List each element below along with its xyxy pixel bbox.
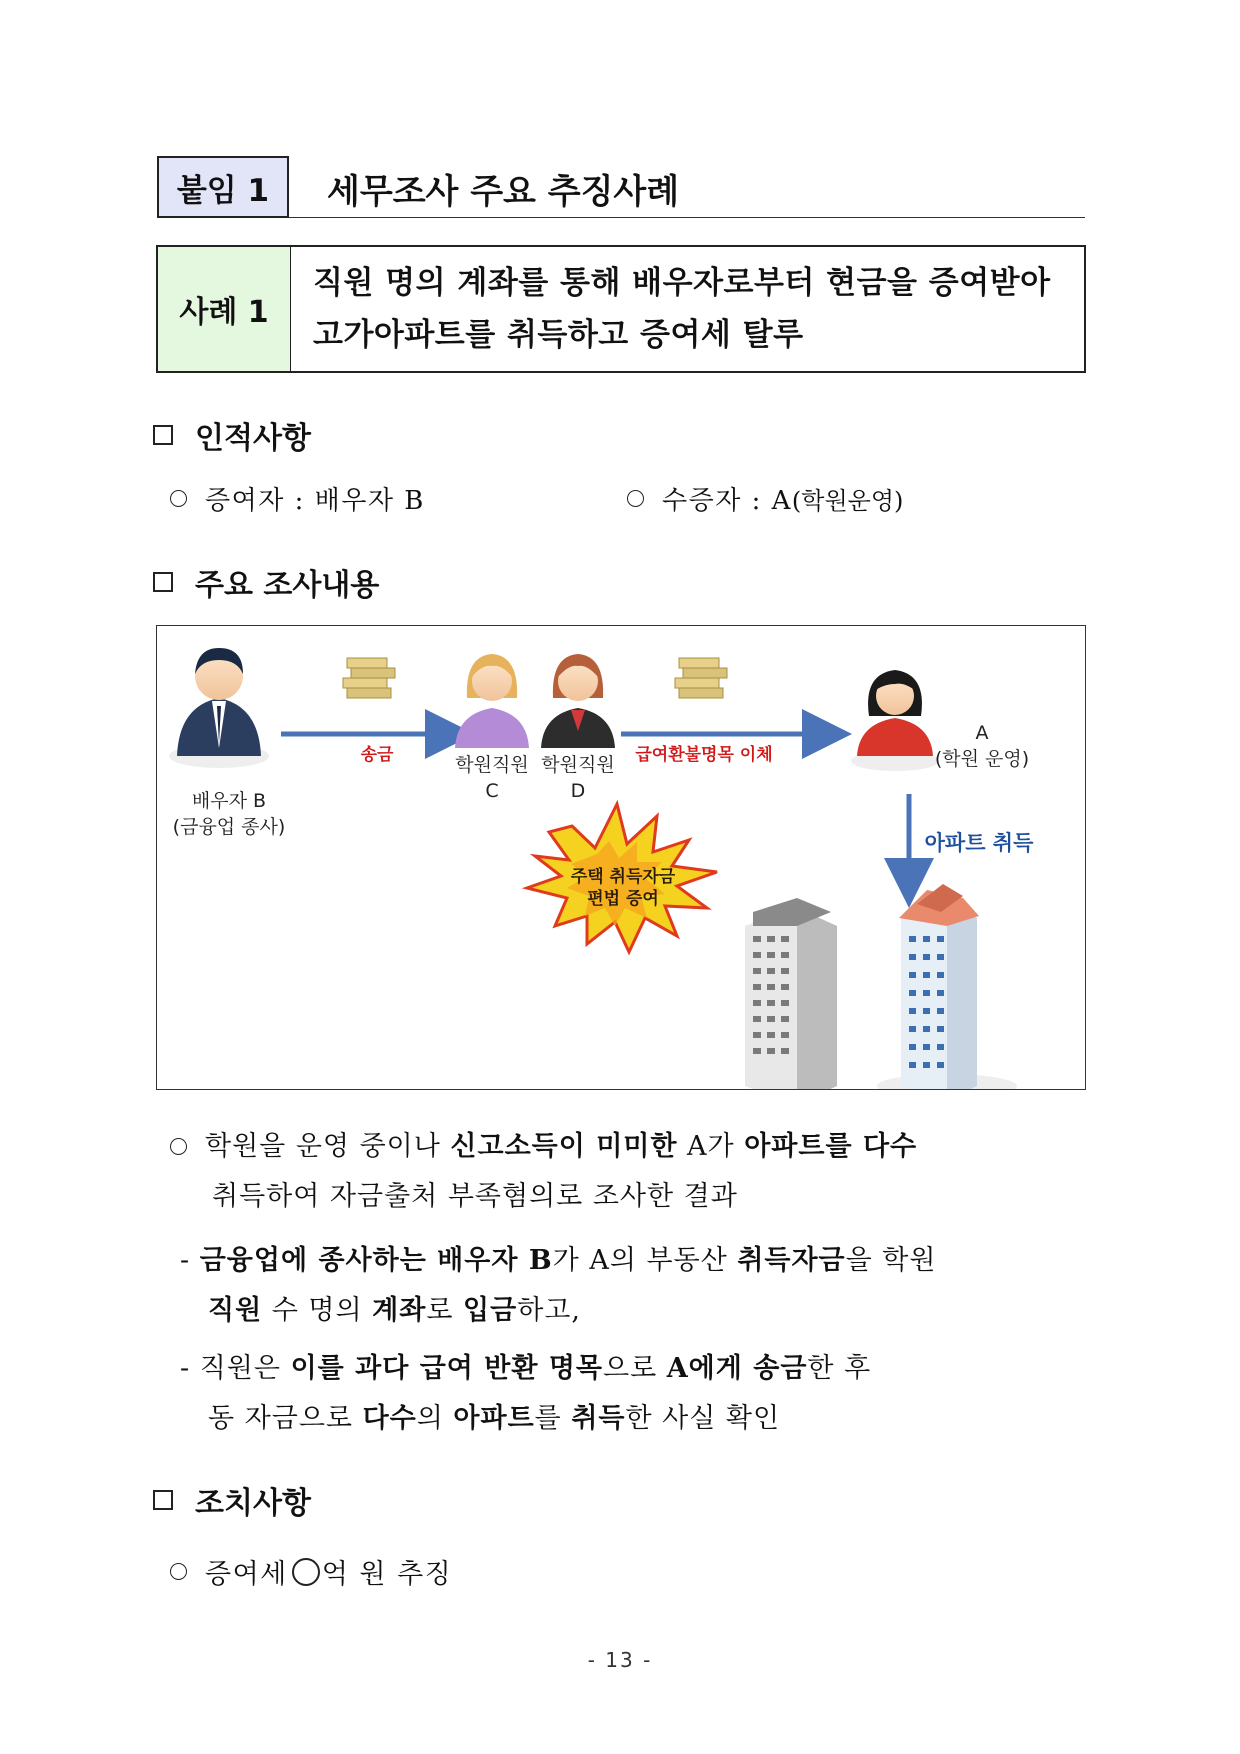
text-run: A에게 송금 [666, 1353, 808, 1384]
dash-bullet: - [180, 1353, 200, 1384]
staff-c-title: 학원직원 [455, 754, 529, 776]
person-a-letter: A [975, 722, 989, 744]
text-run: 아파트를 다수 [744, 1131, 918, 1162]
donee-suffix: (학원운영) [791, 487, 904, 515]
staff-d-icon [541, 654, 615, 748]
text-run: 의 [416, 1403, 454, 1434]
salary-refund-label: 급여환불명목 이체 [635, 745, 773, 765]
text-run: 신고소득이 미미한 [450, 1131, 678, 1162]
apartment-building-icon [877, 884, 1017, 1089]
transfer-label: 송금 [360, 745, 394, 765]
finding-paragraph-1-line2: 취득하여 자금출처 부족혐의로 조사한 결과 [212, 1181, 738, 1212]
burst-label [553, 866, 693, 910]
staff-d-label [533, 752, 623, 804]
section-findings [153, 560, 379, 604]
text-run: 다수 [362, 1403, 417, 1434]
text-run: 수 명의 [262, 1295, 373, 1326]
circle-bullet-icon [170, 1563, 187, 1580]
dash-bullet: - [180, 1245, 200, 1276]
diagram-graphics [157, 626, 1085, 1089]
donee-text: 수증자 : A [662, 486, 792, 516]
burst-line1: 주택 취득자금 [570, 867, 676, 887]
section-personal [153, 413, 311, 457]
text-run: 금융업에 종사하는 배우자 B [199, 1245, 553, 1276]
section-actions-title: 조치사항 [195, 1486, 311, 1521]
circle-bullet-icon [170, 1138, 187, 1155]
text-run: 직원 [208, 1295, 263, 1326]
apartment-acquire-label: 아파트 취득 [924, 831, 1034, 855]
finding-paragraph-2 [180, 1236, 1086, 1336]
text-run: 한 사실 확인 [625, 1403, 781, 1434]
spouse-label [169, 788, 289, 840]
amount-placeholder-circle-icon [292, 1558, 320, 1586]
finding-paragraph-1 [170, 1122, 1086, 1222]
spouse-name: 배우자 B [191, 790, 267, 812]
case-title-line2: 고가아파트를 취득하고 증여세 탈루 [313, 317, 804, 353]
donor-text: 증여자 : 배우자 B [205, 486, 425, 516]
page-title: 세무조사 주요 추징사례 [327, 172, 680, 212]
finding-paragraph-3 [180, 1344, 1086, 1444]
text-run: 학원을 운영 중이나 [205, 1131, 451, 1162]
person-a-occupation: (학원 운영) [934, 748, 1030, 770]
action-text-a: 증여세 [205, 1559, 288, 1590]
text-run: A가 [677, 1131, 745, 1162]
donee-line [627, 480, 903, 517]
spouse-occupation: (금융업 종사) [172, 816, 286, 838]
donor-line [170, 480, 425, 517]
title-row [157, 156, 1085, 220]
text-run: 으로 [602, 1353, 667, 1384]
square-bullet-icon [153, 1490, 173, 1510]
text-run: 직원은 [199, 1353, 291, 1384]
text-run: 아파트 [453, 1403, 535, 1434]
text-run: 로 [426, 1295, 464, 1326]
section-actions [153, 1478, 311, 1522]
money-bundle-icon [675, 658, 727, 698]
page-number: - 13 - [587, 1648, 653, 1672]
person-a-icon [851, 670, 939, 771]
action-text-b: 억 원 추징 [321, 1559, 453, 1590]
text-run: 입금 [463, 1295, 518, 1326]
text-run: 취득자금 [737, 1245, 846, 1276]
businessman-icon [169, 648, 269, 768]
text-run: 을 학원 [845, 1245, 937, 1276]
square-bullet-icon [153, 425, 173, 445]
staff-c-label [447, 752, 537, 804]
text-run: 한 후 [807, 1353, 872, 1384]
text-run: 동 자금으로 [208, 1403, 363, 1434]
action-line [170, 1552, 452, 1591]
flow-diagram [156, 625, 1086, 1090]
burst-line2: 편법 증여 [587, 889, 659, 909]
case-box [156, 245, 1086, 373]
text-run: 취득 [571, 1403, 626, 1434]
text-run: 계좌 [372, 1295, 427, 1326]
staff-d-letter: D [570, 780, 586, 802]
money-bundle-icon [343, 658, 395, 698]
case-title [291, 247, 1084, 371]
square-bullet-icon [153, 572, 173, 592]
finding-paragraph-3-line2 [180, 1394, 1086, 1444]
case-label: 사례 1 [158, 247, 291, 371]
person-a-label [927, 720, 1037, 772]
text-run: 이를 과다 급여 반환 명목 [290, 1353, 603, 1384]
finding-paragraph-2-line2 [180, 1286, 1086, 1336]
title-underline [289, 217, 1085, 218]
staff-c-icon [455, 654, 529, 748]
staff-c-letter: C [485, 780, 499, 802]
apartment-building-icon [745, 898, 837, 1089]
staff-d-title: 학원직원 [541, 754, 615, 776]
case-title-line1: 직원 명의 계좌를 통해 배우자로부터 현금을 증여받아 [313, 265, 1051, 301]
text-run: 를 [534, 1403, 572, 1434]
attachment-tab: 붙임 1 [157, 156, 289, 218]
text-run: 가 A의 부동산 [552, 1245, 738, 1276]
circle-bullet-icon [627, 490, 644, 507]
text-run: 하고, [517, 1295, 581, 1326]
section-personal-title: 인적사항 [195, 421, 311, 456]
section-findings-title: 주요 조사내용 [195, 568, 380, 603]
circle-bullet-icon [170, 490, 187, 507]
